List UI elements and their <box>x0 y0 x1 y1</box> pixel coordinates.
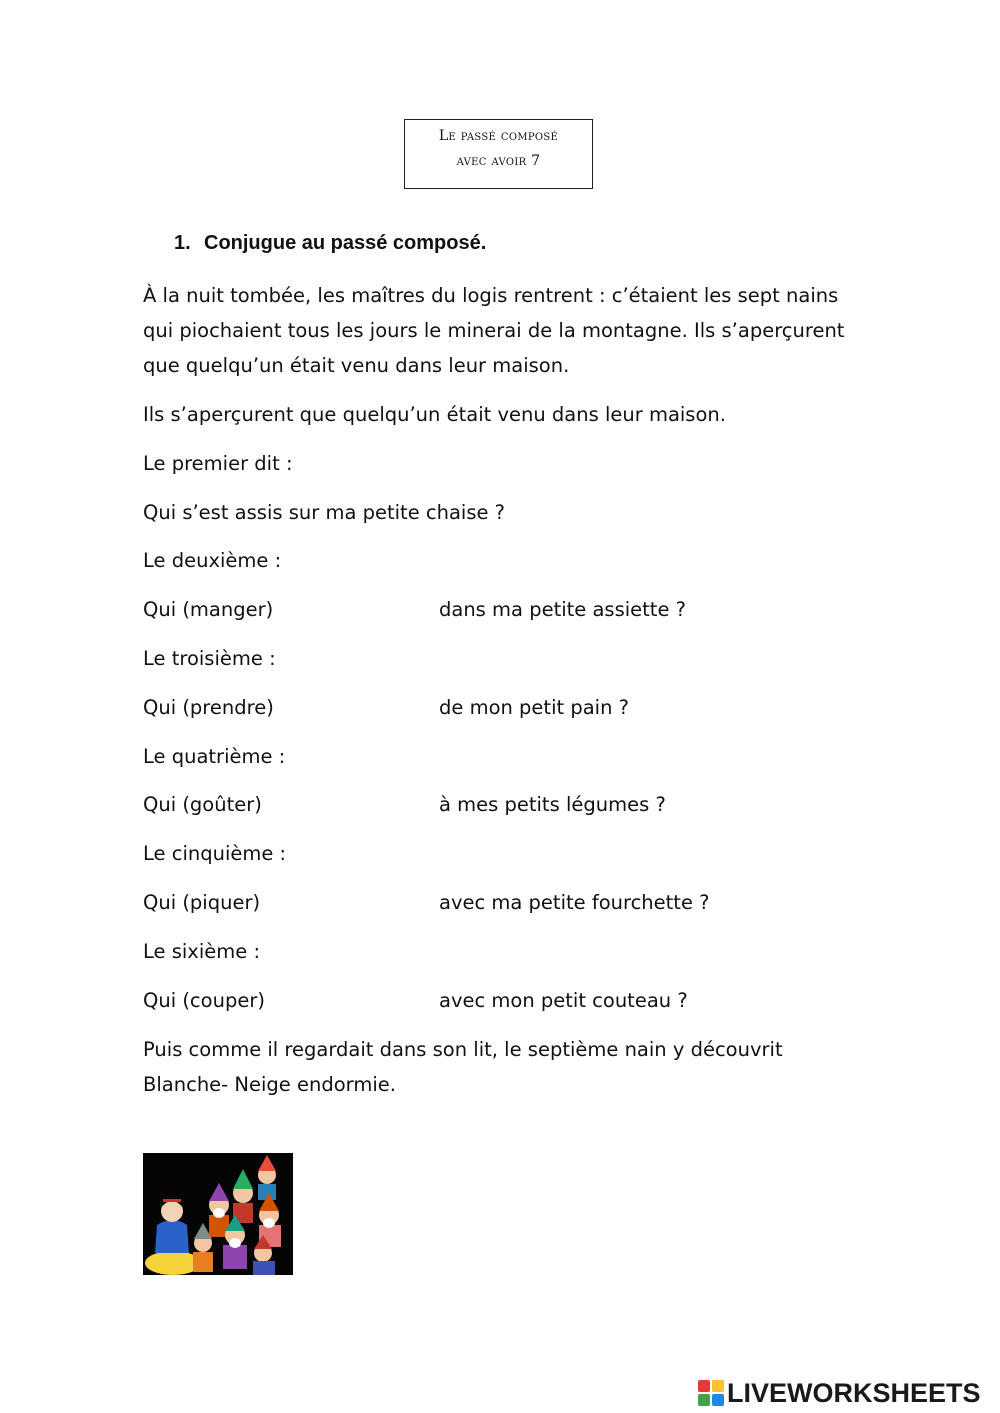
question-rest: de mon petit pain ? <box>439 696 629 719</box>
logo-square-green <box>698 1394 710 1406</box>
exercise-instruction: Conjugue au passé composé. <box>204 232 487 254</box>
logo-square-red <box>698 1380 710 1392</box>
verb-gouter: Qui (goûter) <box>143 793 262 816</box>
liveworksheets-logo-icon <box>698 1380 724 1406</box>
verb-piquer: Qui (piquer) <box>143 891 261 914</box>
worksheet-title-box <box>404 119 593 189</box>
liveworksheets-logo[interactable] <box>698 1378 981 1408</box>
verb-prendre: Qui (prendre) <box>143 696 274 719</box>
sixth-dwarf-label: Le sixième : <box>143 940 261 963</box>
fourth-dwarf-question <box>143 787 863 822</box>
sixth-dwarf-question <box>143 983 863 1018</box>
snow-white-dwarfs-illustration <box>143 1153 293 1275</box>
title-line-1: Le passé composé <box>438 128 559 144</box>
fifth-dwarf-label: Le cinquième : <box>143 842 287 865</box>
closing-paragraph: Puis comme il regardait dans son lit, le septième nain y découvrit Blanche- Neige endormie. <box>143 1038 783 1096</box>
repeat-line: Ils s’aperçurent que quelqu’un était venu dans leur maison. <box>143 403 726 426</box>
question-rest: avec ma petite fourchette ? <box>439 891 710 914</box>
exercise-heading <box>174 232 486 255</box>
question-rest: avec mon petit couteau ? <box>439 989 688 1012</box>
second-dwarf-label: Le deuxième : <box>143 549 282 572</box>
second-dwarf-question <box>143 592 863 627</box>
third-dwarf-question <box>143 690 863 725</box>
title-line-2: avec avoir 7 <box>456 153 541 169</box>
cartoon-characters-image <box>143 1153 293 1275</box>
question-rest: à mes petits légumes ? <box>439 793 666 816</box>
verb-manger: Qui (manger) <box>143 598 274 621</box>
liveworksheets-logo-text: LIVEWORKSHEETS <box>727 1377 981 1408</box>
first-dwarf-label: Le premier dit : <box>143 452 293 475</box>
fourth-dwarf-label: Le quatrième : <box>143 745 286 768</box>
logo-square-yellow <box>712 1380 724 1392</box>
fifth-dwarf-question <box>143 885 863 920</box>
verb-couper: Qui (couper) <box>143 989 265 1012</box>
third-dwarf-label: Le troisième : <box>143 647 276 670</box>
exercise-number: 1. <box>174 232 191 254</box>
first-dwarf-question: Qui s’est assis sur ma petite chaise ? <box>143 501 506 524</box>
question-rest: dans ma petite assiette ? <box>439 598 686 621</box>
intro-paragraph: À la nuit tombée, les maîtres du logis rentrent : c’étaient les sept nains qui piochaient tous les jours le minerai de la montagne. Ils s’aperçurent que quelqu’un était venu dans leur maison. <box>143 284 845 377</box>
logo-square-blue <box>712 1394 724 1406</box>
